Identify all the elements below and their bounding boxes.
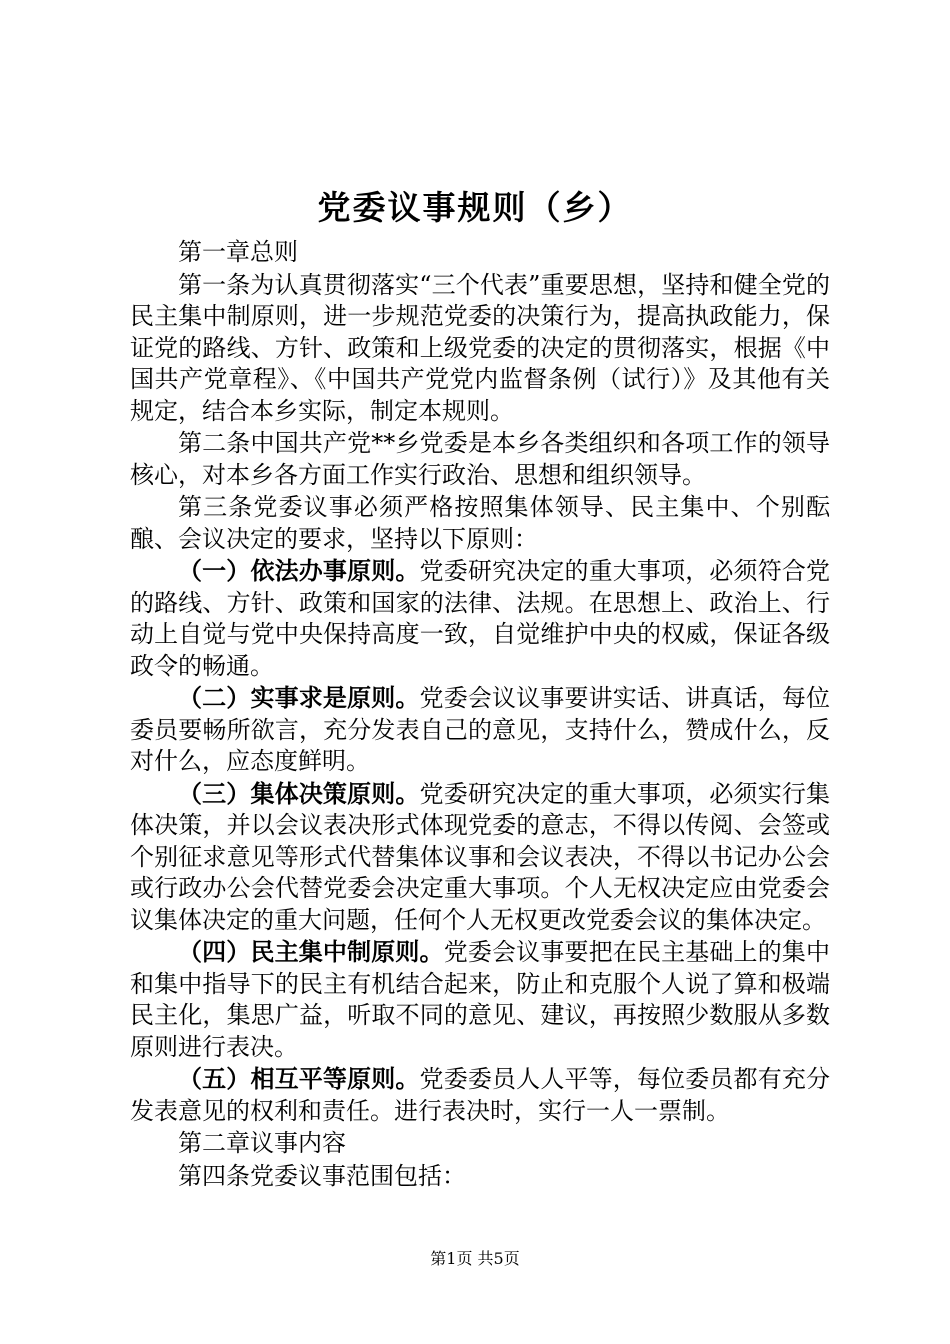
paragraph: （五）相互平等原则。党委委员人人平等，每位委员都有充分发表意见的权利和责任。进行表决时，实行一人一票制。 <box>130 1064 831 1125</box>
document-body <box>130 236 830 1192</box>
paragraph: 第四条党委议事范围包括： <box>178 1161 466 1190</box>
paragraph: 第一章总则 <box>178 238 298 266</box>
paragraph: 第一条为认真贯彻落实“三个代表”重要思想，坚持和健全党的民主集中制原则，进一步规范党委的决策行为，提高执政能力，保证党的路线、方针、政策和上级党委的决定的贯彻落实，根据《中国共产党章程》、《中国共产党党内监督条例（试行）》及其他有关规定，结合本乡实际，制定本规则。 <box>130 270 830 425</box>
document-title: 党委议事规则（乡） <box>317 188 633 227</box>
paragraph: 第二条中国共产党**乡党委是本乡各类组织和各项工作的领导核心，对本乡各方面工作实行政治、思想和组织领导。 <box>130 429 830 489</box>
paragraph: （四）民主集中制原则。党委会议事要把在民主基础上的集中和集中指导下的民主有机结合起来，防止和克服个人说了算和极端民主化，集思广益，听取不同的意见、建议，再按照少数服从多数原则进行表决。 <box>130 937 831 1061</box>
paragraph: （二）实事求是原则。党委会议议事要讲实话、讲真话，每位委员要畅所欲言，充分发表自己的意见，支持什么，赞成什么，反对什么，应态度鲜明。 <box>130 683 831 775</box>
paragraph: （一）依法办事原则。党委研究决定的重大事项，必须符合党的路线、方针、政策和国家的法律、法规。在思想上、政治上、行动上自觉与党中央保持高度一致，自觉维护中央的权威，保证各级政令的畅通。 <box>130 556 831 680</box>
paragraph: 第三条党委议事必须严格按照集体领导、民主集中、个别酝酿、会议决定的要求，坚持以下原则： <box>130 493 830 553</box>
page-footer: 第1页 共5页 <box>430 1249 520 1268</box>
paragraph: （三）集体决策原则。党委研究决定的重大事项，必须实行集体决策，并以会议表决形式体现党委的意志，不得以传阅、会签或个别征求意见等形式代替集体议事和会议表决，不得以书记办公会或行政办公会代替党委会决定重大事项。个人无权决定应由党委会议集体决定的重大问题，任何个人无权更改党委会议的集体决定。 <box>130 778 831 934</box>
paragraph: 第二章议事内容 <box>178 1129 346 1157</box>
